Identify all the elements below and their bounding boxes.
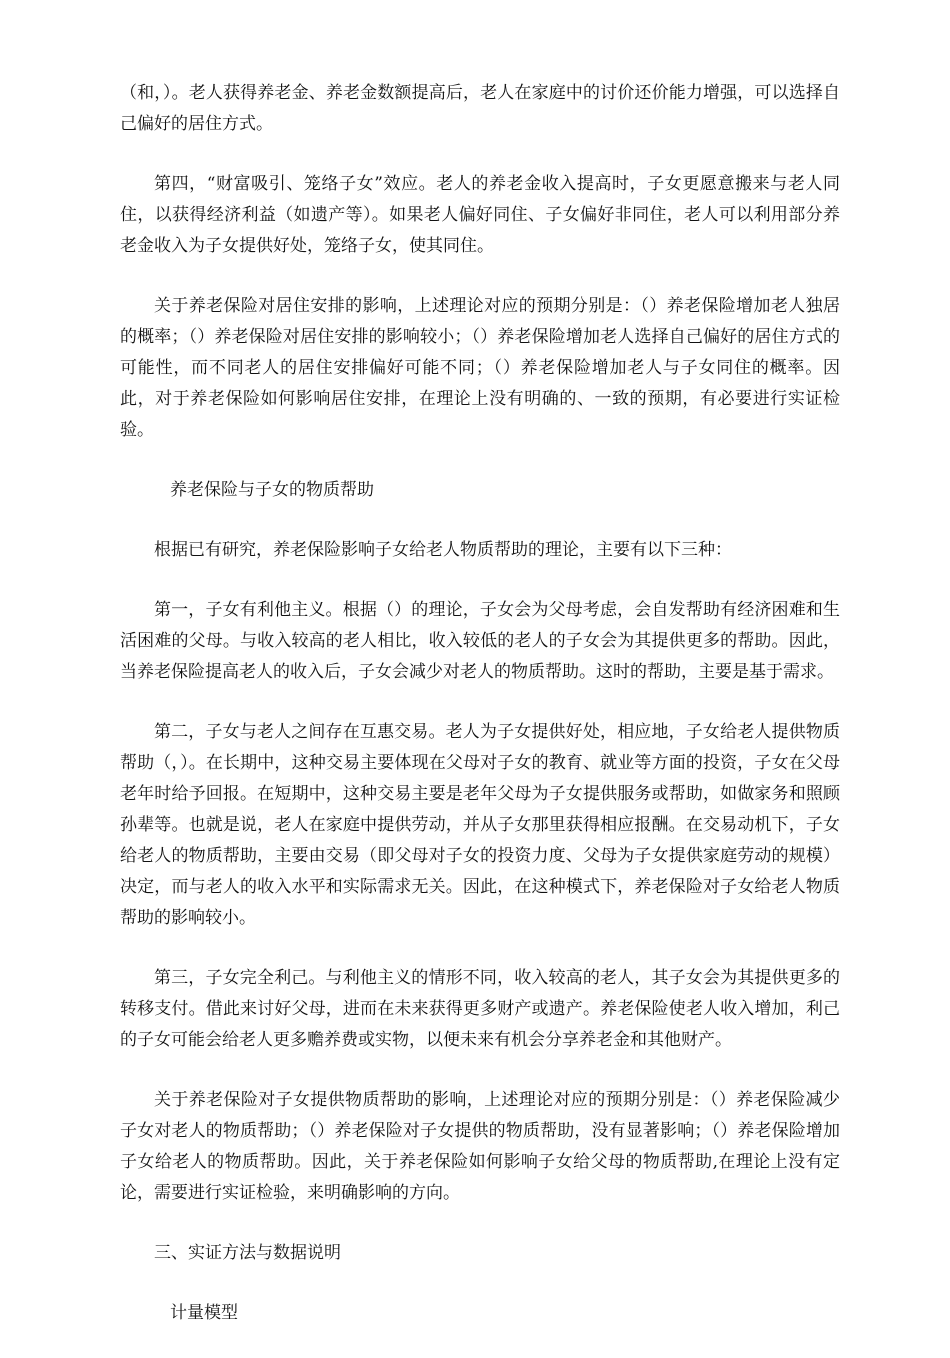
paragraph-wealth-attraction: 第四，“财富吸引、笼络子女”效应。老人的养老金收入提高时，子女更愿意搬来与老人同住，以获得经济利益（如遗产等）。如果老人偏好同住、子女偏好非同住，老人可以利用部分养老金收入为子女提供好处，笼络子女，使其同住。 bbox=[120, 174, 840, 256]
document-page bbox=[120, 78, 840, 1358]
section-heading-econometric-model: 计量模型 bbox=[170, 1303, 238, 1323]
paragraph-living-arrangement-expectations: 关于养老保险对居住安排的影响，上述理论对应的预期分别是：（）养老保险增加老人独居的概率；（）养老保险对居住安排的影响较小；（）养老保险增加老人选择自己偏好的居住方式的可能性，而不同老人的居住安排偏好可能不同；（）养老保险增加老人与子女同住的概率。因此，对于养老保险如何影响居住安排，在理论上没有明确的、一致的预期，有必要进行实证检验。 bbox=[120, 296, 840, 440]
paragraph-reciprocal-exchange: 第二，子女与老人之间存在互惠交易。老人为子女提供好处，相应地，子女给老人提供物质帮助（，）。在长期中，这种交易主要体现在父母对子女的教育、就业等方面的投资，子女在父母老年时给予回报。在短期中，这种交易主要是老年父母为子女提供服务或帮助，如做家务和照顾孙辈等。也就是说，老人在家庭中提供劳动，并从子女那里获得相应报酬。在交易动机下，子女给老人的物质帮助，主要由交易（即父母对子女的投资力度、父母为子女提供家庭劳动的规模）决定，而与老人的收入水平和实际需求无关。因此，在这种模式下，养老保险对子女给老人物质帮助的影响较小。 bbox=[120, 722, 840, 928]
paragraph-bargaining-power: （和，）。老人获得养老金、养老金数额提高后，老人在家庭中的讨价还价能力增强，可以选择自己偏好的居住方式。 bbox=[120, 83, 840, 134]
section-heading-empirical-methods: 三、实证方法与数据说明 bbox=[154, 1243, 341, 1263]
paragraph-altruism: 第一，子女有利他主义。根据（）的理论，子女会为父母考虑，会自发帮助有经济困难和生活困难的父母。与收入较高的老人相比，收入较低的老人的子女会为其提供更多的帮助。因此，当养老保险提高老人的收入后，子女会减少对老人的物质帮助。这时的帮助，主要是基于需求。 bbox=[120, 600, 840, 682]
paragraph-material-help-expectations: 关于养老保险对子女提供物质帮助的影响，上述理论对应的预期分别是：（）养老保险减少子女对老人的物质帮助；（）养老保险对子女提供的物质帮助，没有显著影响；（）养老保险增加子女给老人的物质帮助。因此，关于养老保险如何影响子女给父母的物质帮助,在理论上没有定论，需要进行实证检验，来明确影响的方向。 bbox=[120, 1090, 840, 1203]
paragraph-three-theories: 根据已有研究，养老保险影响子女给老人物质帮助的理论，主要有以下三种： bbox=[154, 540, 732, 560]
section-heading-material-help: 养老保险与子女的物质帮助 bbox=[170, 480, 374, 500]
paragraph-selfish-children: 第三，子女完全利己。与利他主义的情形不同，收入较高的老人，其子女会为其提供更多的转移支付。借此来讨好父母，进而在未来获得更多财产或遗产。养老保险使老人收入增加，利己的子女可能会给老人更多赡养费或实物，以便未来有机会分享养老金和其他财产。 bbox=[120, 968, 840, 1050]
